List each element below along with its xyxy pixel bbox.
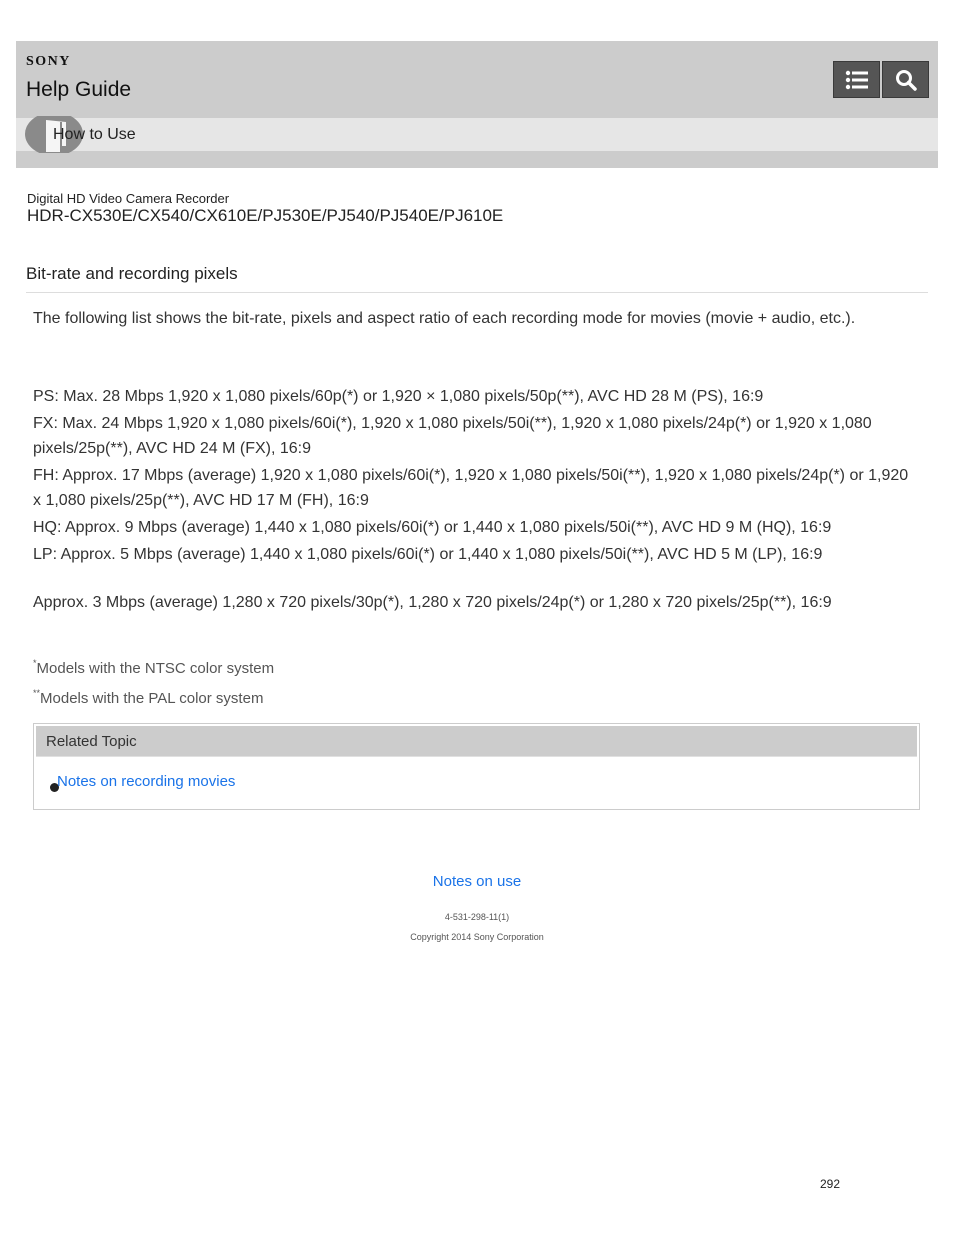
product-model: HDR-CX530E/CX540/CX610E/PJ530E/PJ540/PJ540E/PJ610E bbox=[27, 206, 504, 225]
footnote-ntsc: *Models with the NTSC color system bbox=[33, 658, 275, 677]
related-topic-box bbox=[33, 723, 920, 810]
mode-standard: Approx. 3 Mbps (average) 1,280 x 720 pixels/30p(*), 1,280 x 720 pixels/24p(*) or 1,280 x 720 pixels/25p(**), 16:9 bbox=[33, 594, 832, 611]
page-number: 292 bbox=[820, 1177, 841, 1191]
mode-fh: FH: Approx. 17 Mbps (average) 1,920 x 1,080 pixels/60i(*), 1,920 x 1,080 pixels/50i(**), 1,920 x 1,080 pixels/24p(*) or 1,920 x 1,080 pixels/25p(**), AVC HD 17 M (FH), 16:9 bbox=[33, 467, 909, 509]
header-buttons bbox=[833, 61, 929, 98]
avchd-mode-list bbox=[33, 384, 913, 569]
search-icon bbox=[895, 69, 917, 91]
category-nav[interactable] bbox=[16, 118, 938, 151]
help-guide-title: Help Guide bbox=[26, 78, 132, 101]
mode-fx: FX: Max. 24 Mbps 1,920 x 1,080 pixels/60i(*), 1,920 x 1,080 pixels/50i(**), 1,920 x 1,080 pixels/24p(*) or 1,920 x 1,080 pixels/25p(**), AVC HD 24 M (FX), 16:9 bbox=[33, 415, 872, 457]
sony-logo: SONY bbox=[26, 54, 71, 69]
product-category: Digital HD Video Camera Recorder bbox=[27, 191, 230, 206]
intro-text: The following list shows the bit-rate, pixels and aspect ratio of each recording mode for movies (movie + audio, etc.). bbox=[33, 310, 856, 327]
contents-list-button[interactable] bbox=[833, 61, 880, 98]
related-topic-heading: Related Topic bbox=[46, 733, 137, 750]
header bbox=[16, 41, 938, 168]
mode-lp: LP: Approx. 5 Mbps (average) 1,440 x 1,080 pixels/60i(*) or 1,440 x 1,080 pixels/50i(**), AVC HD 5 M (LP), 16:9 bbox=[33, 546, 823, 563]
link-notes-on-recording-movies[interactable]: Notes on recording movies bbox=[57, 773, 236, 790]
copyright: Copyright 2014 Sony Corporation bbox=[410, 932, 544, 942]
page-title: Bit-rate and recording pixels bbox=[26, 264, 238, 283]
related-topic-header bbox=[36, 726, 917, 757]
footer-link-container bbox=[0, 873, 954, 890]
link-notes-on-use[interactable]: Notes on use bbox=[432, 873, 522, 890]
nav-label-how-to-use[interactable]: How to Use bbox=[53, 126, 136, 143]
document-id: 4-531-298-11(1) bbox=[444, 912, 510, 922]
mode-hq: HQ: Approx. 9 Mbps (average) 1,440 x 1,080 pixels/60i(*) or 1,440 x 1,080 pixels/50i(**), AVC HD 9 M (HQ), 16:9 bbox=[33, 519, 832, 536]
list-icon bbox=[845, 70, 869, 90]
mode-ps: PS: Max. 28 Mbps 1,920 x 1,080 pixels/60p(*) or 1,920 × 1,080 pixels/50p(**), AVC HD 28 M (PS), 16:9 bbox=[33, 388, 764, 405]
footnote-pal: **Models with the PAL color system bbox=[33, 688, 264, 707]
footnotes bbox=[33, 651, 274, 711]
divider bbox=[26, 292, 928, 293]
search-button[interactable] bbox=[882, 61, 929, 98]
